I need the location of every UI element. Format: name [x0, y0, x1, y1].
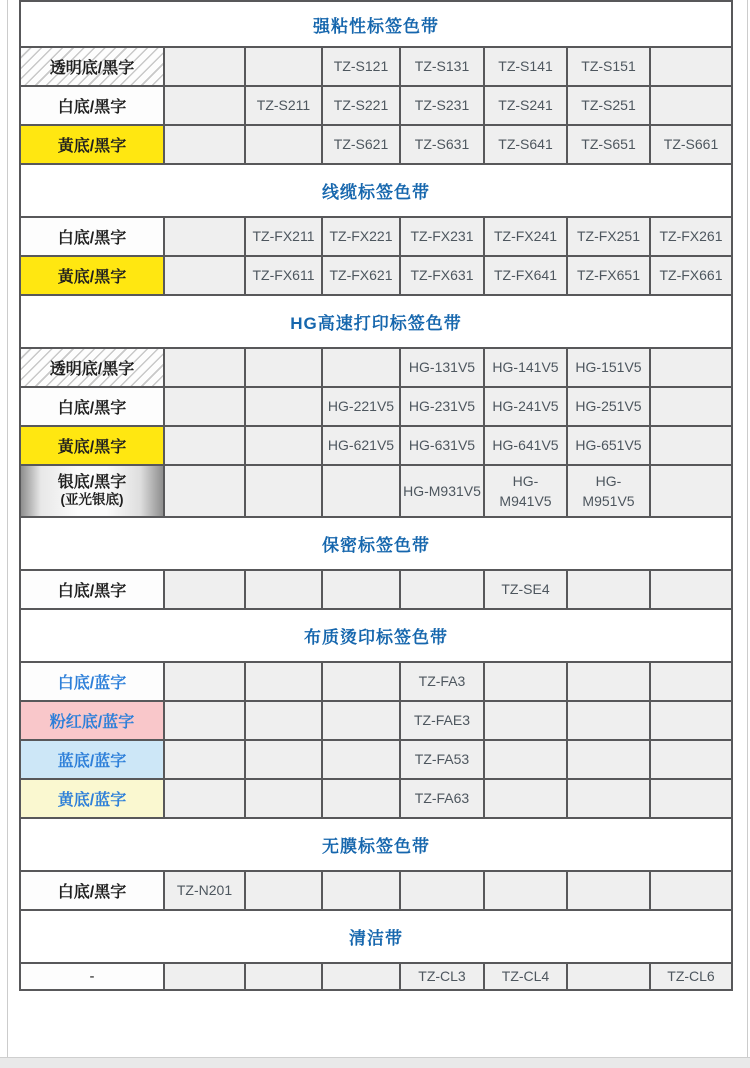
empty-cell [322, 779, 400, 818]
empty-cell [484, 701, 567, 740]
tape-code-cell: TZ-FX611 [245, 256, 322, 295]
row-label: 黃底/黑字 [20, 125, 164, 164]
tape-code-cell: TZ-FX211 [245, 217, 322, 256]
row-label: 透明底/黑字 [20, 47, 164, 86]
empty-cell [322, 871, 400, 910]
tape-code-cell: HG-M931V5 [400, 465, 484, 517]
tape-code-cell: TZ-S241 [484, 86, 567, 125]
section-header-row [20, 517, 732, 570]
empty-cell [484, 871, 567, 910]
table-row [20, 570, 732, 609]
empty-cell [164, 125, 245, 164]
table-row [20, 387, 732, 426]
table-row [20, 963, 732, 990]
tape-code-cell: HG-M951V5 [567, 465, 650, 517]
row-label: 白底/黑字 [20, 86, 164, 125]
tape-code-cell: TZ-S141 [484, 47, 567, 86]
empty-cell [322, 348, 400, 387]
empty-cell [164, 217, 245, 256]
table-row [20, 47, 732, 86]
tape-code-cell: TZ-FX651 [567, 256, 650, 295]
tape-code-cell: TZ-S621 [322, 125, 400, 164]
tape-code-cell: HG-241V5 [484, 387, 567, 426]
table-row [20, 125, 732, 164]
empty-cell [484, 662, 567, 701]
table-row [20, 465, 732, 517]
section-title: 无膜标签色带 [20, 818, 732, 871]
empty-cell [567, 662, 650, 701]
table-row [20, 217, 732, 256]
empty-cell [322, 570, 400, 609]
tape-code-cell: HG-221V5 [322, 387, 400, 426]
tape-code-cell: TZ-FX621 [322, 256, 400, 295]
empty-cell [245, 779, 322, 818]
row-label: 白底/黑字 [20, 570, 164, 609]
empty-cell [245, 570, 322, 609]
empty-cell [322, 465, 400, 517]
row-label: 蓝底/蓝字 [20, 740, 164, 779]
row-label: - [20, 963, 164, 990]
empty-cell [650, 465, 732, 517]
row-label: 黃底/黑字 [20, 426, 164, 465]
tape-code-cell: TZ-S661 [650, 125, 732, 164]
tape-code-cell: HG-641V5 [484, 426, 567, 465]
empty-cell [322, 963, 400, 990]
tape-code-cell: TZ-FA63 [400, 779, 484, 818]
tape-code-cell: HG-131V5 [400, 348, 484, 387]
row-label: 白底/黑字 [20, 387, 164, 426]
section-title: 线缆标签色带 [20, 164, 732, 217]
tape-code-cell: TZ-FAE3 [400, 701, 484, 740]
section-title: 保密标签色带 [20, 517, 732, 570]
empty-cell [322, 662, 400, 701]
section-title: 强粘性标签色带 [20, 1, 732, 47]
row-label: 白底/黑字 [20, 217, 164, 256]
tape-code-cell: HG-251V5 [567, 387, 650, 426]
row-label: 黃底/黑字 [20, 256, 164, 295]
tape-code-cell: TZ-S211 [245, 86, 322, 125]
table-row [20, 348, 732, 387]
empty-cell [164, 47, 245, 86]
empty-cell [164, 348, 245, 387]
table-row [20, 701, 732, 740]
empty-cell [164, 662, 245, 701]
tape-code-cell: TZ-FA53 [400, 740, 484, 779]
empty-cell [245, 740, 322, 779]
empty-cell [245, 426, 322, 465]
empty-cell [245, 47, 322, 86]
empty-cell [164, 256, 245, 295]
tape-code-cell: TZ-FX231 [400, 217, 484, 256]
empty-cell [650, 701, 732, 740]
tape-code-cell: HG-651V5 [567, 426, 650, 465]
empty-cell [164, 963, 245, 990]
tape-compatibility-table [19, 0, 733, 991]
empty-cell [245, 963, 322, 990]
tape-code-cell: HG-621V5 [322, 426, 400, 465]
empty-cell [567, 963, 650, 990]
empty-cell [567, 779, 650, 818]
empty-cell [650, 740, 732, 779]
empty-cell [164, 426, 245, 465]
tape-code-cell: TZ-FX261 [650, 217, 732, 256]
empty-cell [400, 570, 484, 609]
tape-code-cell: HG-M941V5 [484, 465, 567, 517]
tape-code-cell: TZ-FA3 [400, 662, 484, 701]
tape-code-cell: TZ-FX251 [567, 217, 650, 256]
tape-code-cell: TZ-FX241 [484, 217, 567, 256]
table-row [20, 779, 732, 818]
empty-cell [322, 701, 400, 740]
table-row [20, 740, 732, 779]
empty-cell [650, 779, 732, 818]
empty-cell [650, 47, 732, 86]
row-label: 黄底/蓝字 [20, 779, 164, 818]
tape-code-cell: TZ-S631 [400, 125, 484, 164]
page-right-edge-line [747, 0, 748, 1057]
tape-code-cell: TZ-CL4 [484, 963, 567, 990]
tape-code-cell: TZ-FX221 [322, 217, 400, 256]
row-label [20, 465, 164, 517]
empty-cell [650, 348, 732, 387]
empty-cell [650, 387, 732, 426]
table-row [20, 871, 732, 910]
tape-code-cell: TZ-FX631 [400, 256, 484, 295]
empty-cell [245, 465, 322, 517]
tape-code-cell: HG-231V5 [400, 387, 484, 426]
tape-code-cell: TZ-S121 [322, 47, 400, 86]
tape-code-cell: HG-631V5 [400, 426, 484, 465]
page-left-edge-line [7, 0, 8, 1057]
empty-cell [245, 348, 322, 387]
tape-code-cell: TZ-S641 [484, 125, 567, 164]
row-label: 粉红底/蓝字 [20, 701, 164, 740]
section-header-row [20, 609, 732, 662]
section-title: HG高速打印标签色带 [20, 295, 732, 348]
row-label: 白底/黑字 [20, 871, 164, 910]
section-header-row [20, 1, 732, 47]
tape-code-cell: TZ-FX661 [650, 256, 732, 295]
row-label-line1: 银底/黑字 [57, 474, 127, 492]
empty-cell [400, 871, 484, 910]
empty-cell [245, 387, 322, 426]
empty-cell [245, 701, 322, 740]
row-label: 白底/蓝字 [20, 662, 164, 701]
empty-cell [650, 86, 732, 125]
table-row [20, 426, 732, 465]
empty-cell [164, 779, 245, 818]
empty-cell [322, 740, 400, 779]
empty-cell [164, 740, 245, 779]
footer-band [0, 1057, 750, 1068]
empty-cell [567, 701, 650, 740]
tape-code-cell: TZ-S251 [567, 86, 650, 125]
section-title: 布质烫印标签色带 [20, 609, 732, 662]
tape-code-cell: HG-151V5 [567, 348, 650, 387]
empty-cell [567, 740, 650, 779]
empty-cell [650, 426, 732, 465]
tape-code-cell: TZ-CL3 [400, 963, 484, 990]
section-title: 清洁带 [20, 910, 732, 963]
empty-cell [164, 86, 245, 125]
tape-code-cell: TZ-S131 [400, 47, 484, 86]
empty-cell [245, 871, 322, 910]
empty-cell [567, 570, 650, 609]
empty-cell [245, 125, 322, 164]
empty-cell [164, 701, 245, 740]
tape-table-body [20, 1, 732, 990]
table-row [20, 662, 732, 701]
empty-cell [245, 662, 322, 701]
row-label-line2: (亚光银底) [60, 491, 124, 507]
section-header-row [20, 910, 732, 963]
empty-cell [164, 570, 245, 609]
empty-cell [650, 662, 732, 701]
empty-cell [164, 387, 245, 426]
empty-cell [650, 570, 732, 609]
table-row [20, 86, 732, 125]
tape-code-cell: TZ-S221 [322, 86, 400, 125]
empty-cell [484, 779, 567, 818]
table-row [20, 256, 732, 295]
tape-code-cell: TZ-FX641 [484, 256, 567, 295]
empty-cell [567, 871, 650, 910]
section-header-row [20, 295, 732, 348]
tape-code-cell: TZ-S651 [567, 125, 650, 164]
tape-code-cell: TZ-S231 [400, 86, 484, 125]
tape-code-cell: TZ-SE4 [484, 570, 567, 609]
empty-cell [484, 740, 567, 779]
section-header-row [20, 164, 732, 217]
section-header-row [20, 818, 732, 871]
empty-cell [164, 465, 245, 517]
tape-code-cell: TZ-CL6 [650, 963, 732, 990]
tape-code-cell: TZ-N201 [164, 871, 245, 910]
tape-code-cell: TZ-S151 [567, 47, 650, 86]
tape-code-cell: HG-141V5 [484, 348, 567, 387]
row-label: 透明底/黑字 [20, 348, 164, 387]
empty-cell [650, 871, 732, 910]
